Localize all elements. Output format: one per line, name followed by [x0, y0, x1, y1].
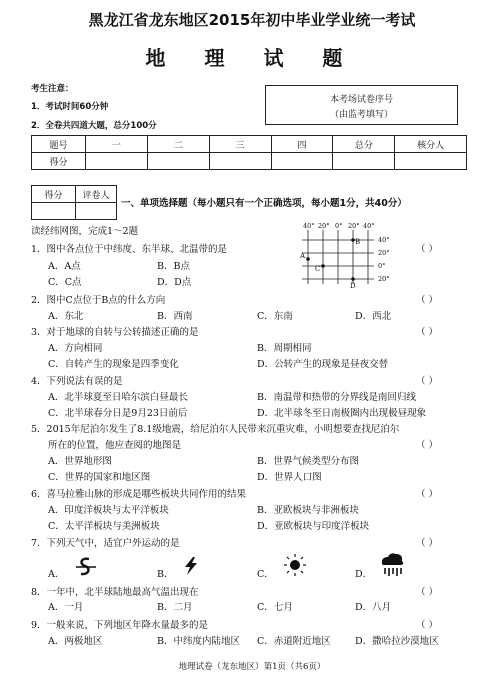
option: A． — [48, 569, 65, 580]
option: D．世界人口图 — [257, 472, 322, 483]
grader-score-cell[interactable] — [32, 203, 76, 220]
seat-number-box — [265, 85, 458, 125]
lon-label: 20° — [318, 222, 330, 230]
option: A．方向相同 — [48, 343, 103, 354]
option: D．公转产生的现象是昼夜交替 — [257, 359, 389, 370]
option: C．太平洋板块与美洲板块 — [48, 521, 160, 532]
lat-label: 0° — [378, 262, 386, 270]
question-stem: 9．一般来说，下列地区年降水量最多的是 — [31, 620, 209, 631]
map-point-d — [351, 277, 355, 281]
option: A．两极地区 — [48, 636, 103, 647]
answer-blank[interactable]: （ ） — [416, 327, 439, 338]
question-stem: 7．下列天气中，适宜户外运动的是 — [31, 538, 180, 549]
map-point-label: D — [350, 282, 356, 290]
score-header-cell: 题号 — [32, 136, 86, 153]
map-point-a — [306, 257, 310, 261]
option: B．二月 — [157, 602, 193, 613]
rainstorm-icon — [378, 550, 406, 578]
score-table — [31, 135, 467, 170]
score-header-cell: 总分 — [333, 136, 395, 153]
option: C．赤道附近地区 — [257, 636, 331, 647]
lat-label: 20° — [378, 249, 390, 257]
answer-blank[interactable]: （ ） — [416, 489, 439, 500]
option: D．八月 — [355, 602, 392, 613]
score-header-cell: 四 — [271, 136, 333, 153]
option: B．世界气候类型分布图 — [257, 456, 359, 467]
answer-blank[interactable]: （ ） — [416, 538, 439, 549]
option: D．D点 — [157, 277, 192, 288]
notice-item-1: 1．考试时间60分钟 — [31, 102, 109, 112]
exam-title: 黑龙江省龙东地区2015年初中毕业学业统一考试 — [88, 11, 416, 29]
score-header-cell: 三 — [209, 136, 271, 153]
score-input-cell[interactable] — [271, 153, 333, 170]
subject-title: 地 理 试 题 — [145, 46, 359, 70]
page-footer: 地理试卷（龙东地区）第1页（共6页） — [178, 662, 326, 672]
option: B．中纬度内陆地区 — [157, 636, 240, 647]
option: A．印度洋板块与太平洋板块 — [48, 505, 169, 516]
option: C． — [257, 569, 274, 580]
option: B．南温带和热带的分界线是南回归线 — [257, 392, 416, 403]
option: C．C点 — [48, 277, 82, 288]
score-table-score-row — [32, 153, 467, 170]
sunny-icon — [283, 553, 307, 577]
map-point-label: A — [300, 252, 306, 260]
option: A．一月 — [48, 602, 84, 613]
notice-heading: 考生注意： — [31, 84, 74, 94]
lat-label: 40° — [378, 236, 390, 244]
section-intro: 读经纬网图，完成1～2题 — [31, 226, 139, 237]
question-stem: 3．对于地球的自转与公转描述正确的是 — [31, 327, 199, 338]
question-stem-continued: 所在的位置，他应查阅的地图是 — [48, 440, 182, 451]
map-point-label: B — [355, 238, 361, 246]
lon-label: 20° — [348, 222, 360, 230]
seat-box-line1: 本考场试卷序号 — [329, 95, 393, 105]
notice-item-2: 2．全卷共四道大题，总分100分 — [31, 121, 157, 131]
score-header-cell: 二 — [147, 136, 209, 153]
grader-box — [31, 185, 117, 220]
option: B．西南 — [157, 311, 193, 322]
option: B． — [157, 569, 174, 580]
question-stem: 1．图中各点位于中纬度、东半球、北温带的是 — [31, 244, 228, 255]
answer-blank[interactable]: （ ） — [416, 587, 439, 598]
grader-name-label: 评卷人 — [76, 186, 117, 203]
question-stem: 5．2015年尼泊尔发生了8.1级地震，给尼泊尔人民带来沉重灾难，小明想要查找尼泊尔 — [31, 424, 400, 435]
answer-blank[interactable]: （ ） — [416, 295, 439, 306]
option: D．撒哈拉沙漠地区 — [355, 636, 439, 647]
score-table-header-row — [32, 136, 467, 153]
option: B．亚欧板块与非洲板块 — [257, 505, 359, 516]
answer-blank[interactable]: （ ） — [416, 376, 439, 387]
map-point-c — [321, 264, 325, 268]
lon-label: 0° — [335, 222, 343, 230]
score-header-cell: 核分人 — [395, 136, 467, 153]
option: D．亚欧板块与印度洋板块 — [257, 521, 370, 532]
lat-label: 20° — [378, 275, 390, 283]
option: A．A点 — [48, 261, 81, 272]
option: C．东南 — [257, 311, 293, 322]
score-input-cell[interactable] — [209, 153, 271, 170]
lon-label: 40° — [303, 222, 315, 230]
score-input-cell[interactable] — [147, 153, 209, 170]
score-row-label: 得分 — [32, 153, 86, 170]
score-input-cell[interactable] — [333, 153, 395, 170]
score-input-cell[interactable] — [86, 153, 148, 170]
question-stem: 6．喜马拉雅山脉的形成是哪些板块共同作用的结果 — [31, 489, 247, 500]
question-stem: 4．下列说法有误的是 — [31, 376, 123, 387]
score-input-cell[interactable] — [395, 153, 467, 170]
option: A．北半球夏至日哈尔滨白昼最长 — [48, 392, 188, 403]
option: C．世界的国家和地区图 — [48, 472, 151, 483]
option: A．世界地形图 — [48, 456, 112, 467]
grader-name-cell[interactable] — [76, 203, 117, 220]
option: A．东北 — [48, 311, 84, 322]
seat-box-line2: （由监考填写） — [329, 110, 393, 120]
question-stem: 8．一年中，北半球陆地最高气温出现在 — [31, 587, 199, 598]
map-point-label: C — [315, 265, 321, 273]
answer-blank[interactable]: （ ） — [416, 620, 439, 631]
option: D． — [355, 569, 373, 580]
answer-blank[interactable]: （ ） — [416, 440, 439, 451]
option: C．自转产生的现象是四季变化 — [48, 359, 179, 370]
score-header-cell: 一 — [86, 136, 148, 153]
grader-score-label: 得分 — [32, 186, 76, 203]
lat-lon-grid-map — [290, 220, 400, 290]
option: D．西北 — [355, 311, 392, 322]
option: B．周期相同 — [257, 343, 312, 354]
lon-label: 40° — [363, 222, 375, 230]
thunderstorm-icon — [182, 556, 200, 576]
option: C．七月 — [257, 602, 293, 613]
option: C．北半球春分日是9月23日前后 — [48, 408, 188, 419]
option: B．B点 — [157, 261, 190, 272]
option: D．北半球冬至日南极圈内出现极昼现象 — [257, 408, 427, 419]
section-title: 一、单项选择题（每小题只有一个正确选项，每小题1分，共40分） — [121, 198, 407, 209]
question-stem: 2．图中C点位于B点的什么方向 — [31, 295, 166, 306]
sandstorm-icon — [74, 556, 98, 578]
answer-blank[interactable]: （ ） — [416, 244, 439, 255]
